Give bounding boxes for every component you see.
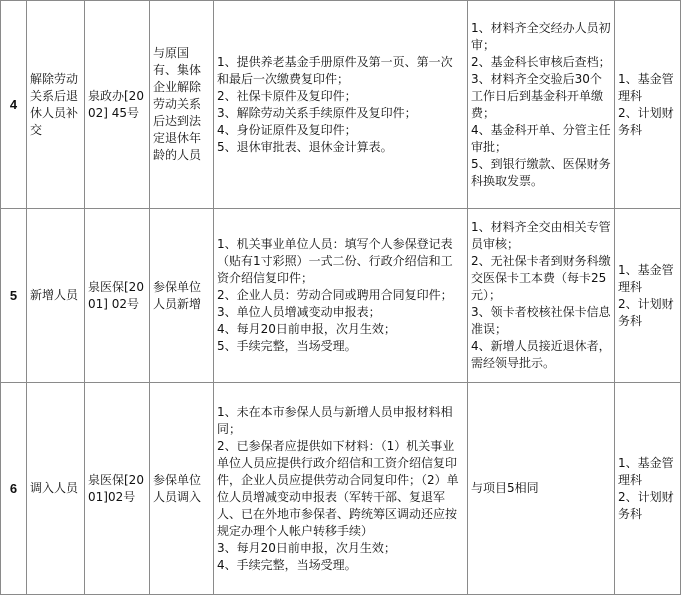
- procedure-line: 与项目5相同: [471, 481, 539, 495]
- material-line: 2、社保卡原件及复印件；: [217, 88, 357, 103]
- procedure-line: 3、材料齐全交验后30个工作日后到基金科开单缴费；: [471, 71, 604, 120]
- applicable-scope: 与原国有、集体企业解除劳动关系后达到法定退休年龄的人员: [150, 1, 214, 209]
- table-row: [1, 1, 681, 209]
- item-name: 新增人员: [27, 209, 85, 383]
- department-line: 2、计划财务科: [618, 489, 674, 521]
- applicable-scope: 参保单位人员调入: [150, 383, 214, 595]
- material-line: 4、手续完整，当场受理。: [217, 557, 357, 572]
- policy-document: 泉政办[2002] 45号: [85, 1, 150, 209]
- procedure-line: 3、领卡者校核社保卡信息准误；: [471, 305, 611, 336]
- required-materials: [214, 1, 468, 209]
- policy-document: 泉医保[2001]02号: [85, 383, 150, 595]
- material-line: 2、已参保者应提供如下材料：（1）机关事业单位人员应提供行政介绍信和工资介绍信复印件，企业人员应提供劳动合同复印件；（2）单位人员增减变动申报表（军转干部、复退军人、已在外地市参保者、跨统筹区调动还应按规定办理个人帐户转移手续）: [217, 438, 459, 538]
- procedure-line: 1、材料齐全交经办人员初审；: [471, 20, 611, 52]
- department-line: 2、计划财务科: [618, 105, 674, 137]
- procedure-line: 4、基金科开单、分管主任审批；: [471, 122, 611, 154]
- procedure-line: 4、新增人员接近退休者，需经领导批示。: [471, 339, 611, 370]
- handling-procedure: [468, 1, 615, 209]
- department-line: 1、基金管理科: [618, 262, 674, 294]
- procedure-line: 2、基金科长审核后查档；: [471, 54, 611, 69]
- procedure-line: 5、到银行缴款、医保财务科换取发票。: [471, 156, 611, 188]
- department-line: 1、基金管理科: [618, 455, 674, 487]
- department-line: 1、基金管理科: [618, 71, 674, 103]
- handling-procedure: [468, 383, 615, 595]
- item-name: 调入人员: [27, 383, 85, 595]
- procedure-line: 2、无社保卡者到财务科缴交医保卡工本费（每卡25元）；: [471, 254, 611, 302]
- handling-procedure: [468, 209, 615, 383]
- table-row: [1, 383, 681, 595]
- procedure-line: 1、材料齐全交由相关专管员审核；: [471, 220, 611, 251]
- material-line: 5、退休审批表、退休金计算表。: [217, 139, 393, 154]
- department-line: 2、计划财务科: [618, 296, 674, 328]
- required-materials: [214, 383, 468, 595]
- material-line: 4、每月20日前申报，次月生效；: [217, 322, 396, 336]
- policy-document: 泉医保[2001] 02号: [85, 209, 150, 383]
- material-line: 1、提供养老基金手册原件及第一页、第一次和最后一次缴费复印件；: [217, 54, 453, 86]
- responsible-departments: [615, 383, 681, 595]
- material-line: 3、解除劳动关系手续原件及复印件；: [217, 105, 417, 120]
- required-materials: [214, 209, 468, 383]
- row-number: 4: [1, 1, 27, 209]
- row-number: 5: [1, 209, 27, 383]
- table-row: [1, 209, 681, 383]
- material-line: 1、未在本市参保人员与新增人员申报材料相同；: [217, 404, 453, 436]
- applicable-scope: 参保单位人员新增: [150, 209, 214, 383]
- material-line: 3、单位人员增减变动申报表；: [217, 305, 381, 319]
- material-line: 3、每月20日前申报，次月生效；: [217, 540, 396, 555]
- responsible-departments: [615, 1, 681, 209]
- material-line: 2、企业人员：劳动合同或聘用合同复印件；: [217, 288, 453, 302]
- material-line: 1、机关事业单位人员：填写个人参保登记表（贴有1寸彩照）一式二份、行政介绍信和工资介绍信复印件；: [217, 237, 453, 285]
- material-line: 5、手续完整，当场受理。: [217, 339, 357, 353]
- item-name: 解除劳动关系后退休人员补交: [27, 1, 85, 209]
- material-line: 4、身份证原件及复印件；: [217, 122, 357, 137]
- responsible-departments: [615, 209, 681, 383]
- row-number: 6: [1, 383, 27, 595]
